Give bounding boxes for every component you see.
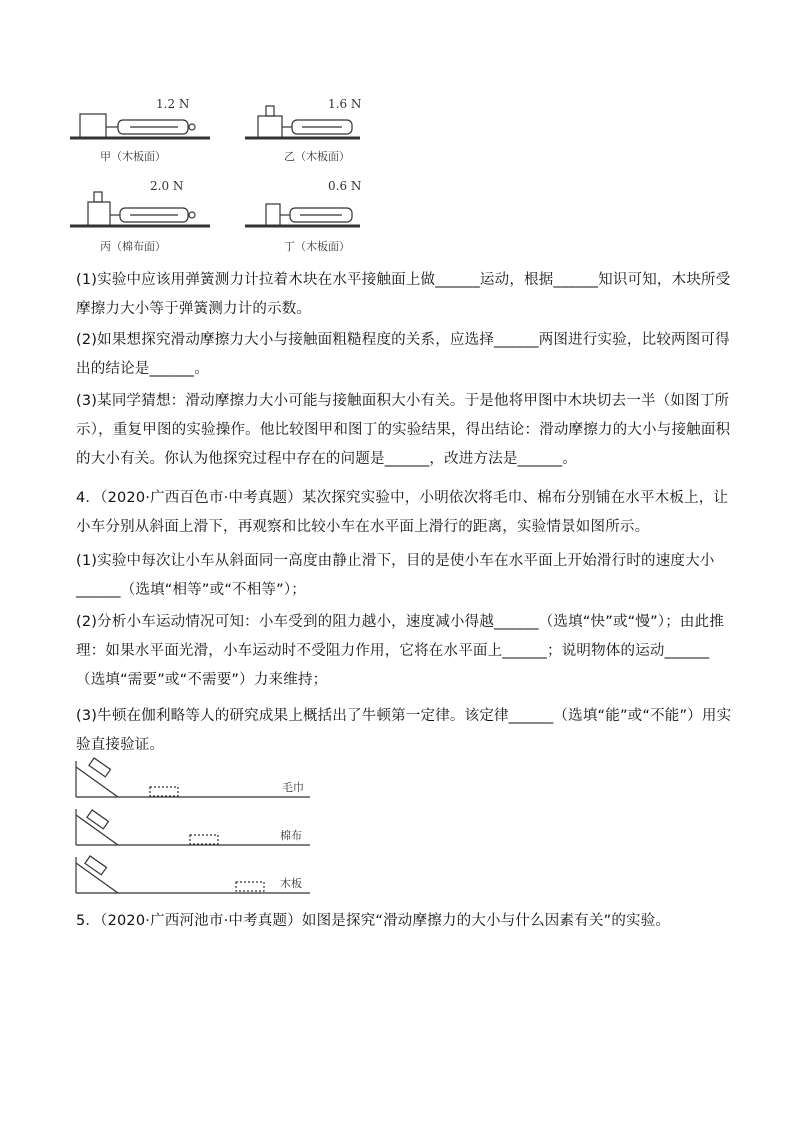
surface-label-towel: 毛巾 xyxy=(282,781,304,794)
caption-bing: 丙（棉布面） xyxy=(100,240,166,253)
q4-stem: 4．（2020·广西百色市·中考真题）某次探究实验中，小明依次将毛巾、棉布分别铺在水平木板上，让小车分别从斜面上滑下，再观察和比较小车在水平面上滑行的距离，实验情景如图所示。 xyxy=(76,490,729,535)
reading-bing: 2.0 N xyxy=(150,179,184,193)
q5-stem: 5．（2020·广西河池市·中考真题）如图是探究“滑动摩擦力的大小与什么因素有关”的实验。 xyxy=(76,913,671,929)
q3-part1: (1)实验中应该用弹簧测力计拉着木块在水平接触面上做______运动，根据______知识可知，木块所受摩擦力大小等于弹簧测力计的示数。 xyxy=(76,272,731,317)
ramp-figure xyxy=(70,757,315,897)
q3-part3: (3)某同学猜想：滑动摩擦力大小可能与接触面积大小有关。于是他将甲图中木块切去一半（如图丁所示），重复甲图的实验操作。他比较图甲和图丁的实验结果，得出结论：滑动摩擦力的大小与接触面积的大小有关。你认为他探究过程中存在的问题是______，改进方法是______。 xyxy=(76,393,731,467)
surface-label-wood: 木板 xyxy=(280,877,302,890)
surface-label-cotton: 棉布 xyxy=(280,829,302,842)
q4-part1: (1)实验中每次让小车从斜面同一高度由静止滑下，目的是使小车在水平面上开始滑行时的速度大小______（选填“相等”或“不相等”）； xyxy=(76,553,715,598)
reading-jia: 1.2 N xyxy=(156,97,190,111)
caption-jia: 甲（木板面） xyxy=(100,150,166,163)
q3-part2: (2)如果想探究滑动摩擦力大小与接触面粗糙程度的关系，应选择______两图进行实验，比较两图可得出的结论是______。 xyxy=(76,332,730,377)
q4-part3: (3)牛顿在伽利略等人的研究成果上概括出了牛顿第一定律。该定律______（选填“能”或“不能”）用实验直接验证。 xyxy=(76,708,732,753)
q4-part2: (2)分析小车运动情况可知：小车受到的阻力越小，速度减小得越______（选填“快”或“慢”）；由此推理：如果水平面光滑，小车运动时不受阻力作用，它将在水平面上______；说明物体的运动______（选填“需要”或“不需要”）力来维持； xyxy=(76,614,725,688)
caption-yi: 乙（木板面） xyxy=(284,150,350,163)
reading-ding: 0.6 N xyxy=(328,179,362,193)
reading-yi: 1.6 N xyxy=(328,97,362,111)
caption-ding: 丁（木板面） xyxy=(284,240,350,253)
spring-scale-figure xyxy=(70,92,370,262)
